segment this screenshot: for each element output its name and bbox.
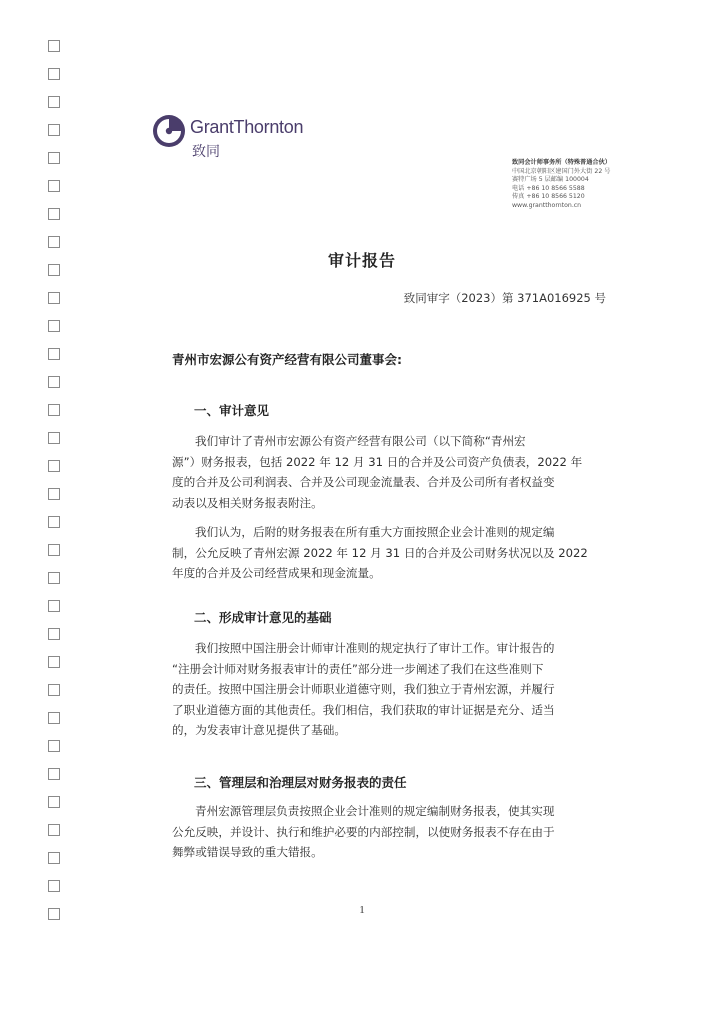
binding-box (48, 96, 60, 108)
binding-box (48, 712, 60, 724)
page-number: 1 (359, 904, 365, 916)
logo-mark-icon (152, 114, 186, 148)
firm-phone: 电话 +86 10 8566 5588 (512, 184, 585, 192)
logo-chinese-name: 致同 (192, 144, 220, 160)
section-management-responsibility (172, 773, 608, 863)
binding-box (48, 488, 60, 500)
binding-box (48, 208, 60, 220)
binding-box (48, 880, 60, 892)
binding-box (48, 152, 60, 164)
binding-box (48, 628, 60, 640)
binding-box (48, 348, 60, 360)
paragraph-line: “注册会计师对财务报表审计的责任”部分进一步阐述了我们在这些准则下 (172, 661, 544, 676)
binding-box (48, 376, 60, 388)
section-audit-opinion (172, 401, 608, 584)
paragraph-line: 舞弊或错误导致的重大错报。 (172, 845, 323, 859)
paragraph-line: 动表以及相关财务报表附注。 (172, 495, 323, 510)
paragraph-line: 的，为发表审计意见提供了基础。 (172, 723, 346, 737)
binding-box (48, 460, 60, 472)
binding-box (48, 740, 60, 752)
binding-box (48, 768, 60, 780)
binding-box (48, 180, 60, 192)
paragraph (172, 431, 608, 513)
paragraph-line: 我们认为，后附的财务报表在所有重大方面按照企业会计准则的规定编 (195, 525, 555, 539)
binding-box (48, 852, 60, 864)
report-reference-number: 致同审字（2023）第 371A016925 号 (403, 291, 606, 305)
paragraph-line: 的责任。按照中国注册会计师职业道德守则，我们独立于青州宏源，并履行 (172, 682, 555, 696)
binding-box (48, 68, 60, 80)
binding-box (48, 824, 60, 836)
binding-box (48, 404, 60, 416)
firm-name: 致同会计师事务所（特殊普通合伙） (512, 159, 611, 166)
section-heading: 三、管理层和治理层对财务报表的责任 (194, 775, 407, 790)
binding-box (48, 684, 60, 696)
section-heading: 二、形成审计意见的基础 (194, 610, 332, 625)
binding-box (48, 544, 60, 556)
paragraph (172, 801, 608, 863)
paragraph-line: 青州宏源管理层负责按照企业会计准则的规定编制财务报表，使其实现 (195, 804, 555, 818)
paragraph (172, 522, 608, 584)
firm-address-line: 中国北京朝阳区建国门外大街 22 号 (512, 167, 611, 175)
binding-box (48, 236, 60, 248)
binding-box (48, 292, 60, 304)
section-heading: 一、审计意见 (194, 403, 270, 418)
paragraph-line: 我们按照中国注册会计师审计准则的规定执行了审计工作。审计报告的 (195, 641, 555, 655)
binding-box (48, 516, 60, 528)
paragraph-line: 度的合并及公司利润表、合并及公司现金流量表、合并及公司所有者权益变 (172, 475, 555, 489)
paragraph-line: 制，公允反映了青州宏源 2022 年 12 月 31 日的合并及公司财务状况以及 2022 (172, 545, 588, 560)
paragraph-line: 源”）财务报表，包括 2022 年 12 月 31 日的合并及公司资产负债表，2022 年 (172, 454, 583, 469)
binding-box (48, 572, 60, 584)
paragraph (172, 638, 608, 741)
firm-fax: 传真 +86 10 8566 5120 (512, 193, 585, 201)
section-basis-for-opinion (172, 608, 608, 741)
binding-box (48, 320, 60, 332)
firm-website: www.grantthornton.cn (512, 201, 582, 209)
paragraph-line: 年度的合并及公司经营成果和现金流量。 (172, 566, 381, 580)
firm-address-line: 赛特广场 5 层邮编 100004 (512, 176, 589, 184)
paragraph-line: 公允反映，并设计、执行和维护必要的内部控制，以使财务报表不存在由于 (172, 824, 555, 839)
binding-box (48, 600, 60, 612)
logo-name: GrantThornton (190, 117, 304, 137)
addressee: 青州市宏源公有资产经营有限公司董事会: (172, 352, 402, 367)
binding-box (48, 656, 60, 668)
binding-box (48, 124, 60, 136)
paragraph-line: 了职业道德方面的其他责任。我们相信，我们获取的审计证据是充分、适当 (172, 702, 555, 717)
binding-margin (48, 40, 64, 936)
binding-box (48, 796, 60, 808)
paragraph-line: 我们审计了青州市宏源公有资产经营有限公司（以下简称“青州宏 (195, 434, 526, 448)
binding-box (48, 432, 60, 444)
firm-address-block (512, 159, 672, 211)
report-title: 审计报告 (327, 251, 396, 270)
binding-box (48, 40, 60, 52)
grant-thornton-logo (152, 114, 322, 162)
